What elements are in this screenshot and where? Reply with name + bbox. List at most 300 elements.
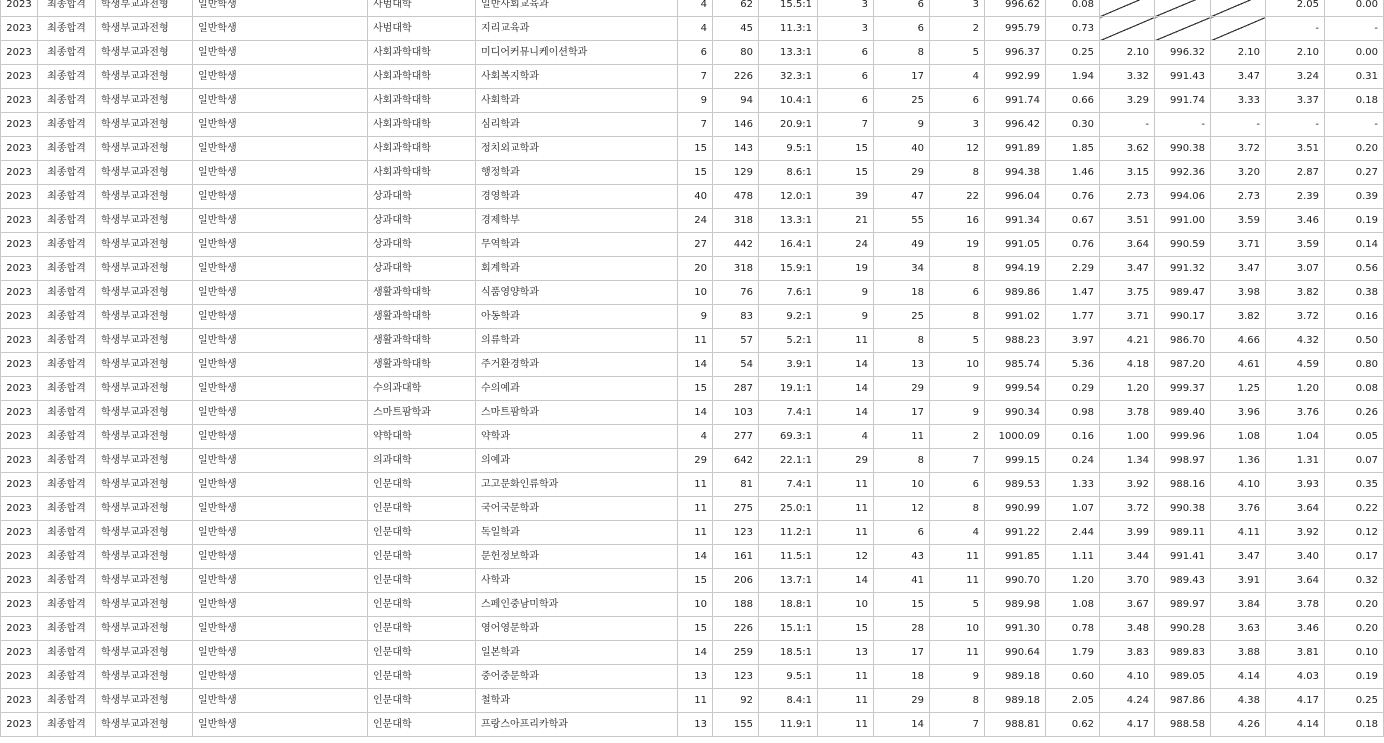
- cell-first-pass[interactable]: 39: [818, 185, 874, 209]
- cell-type[interactable]: 학생부교과전형: [96, 41, 193, 65]
- cell-std-dev[interactable]: 1.77: [1046, 305, 1100, 329]
- cell-score-std[interactable]: 0.27: [1325, 161, 1384, 185]
- cell-waitlist-last[interactable]: 11: [930, 641, 985, 665]
- cell-grade-max[interactable]: 4.14: [1266, 713, 1325, 737]
- cell-score-std[interactable]: 0.22: [1325, 497, 1384, 521]
- cell-grade-70[interactable]: 4.66: [1211, 329, 1266, 353]
- cell-grade-max[interactable]: 3.24: [1266, 65, 1325, 89]
- cell-std-dev[interactable]: 1.20: [1046, 569, 1100, 593]
- cell-applicants[interactable]: 442: [713, 233, 759, 257]
- cell-admission[interactable]: 최종합격: [38, 713, 96, 737]
- cell-ratio[interactable]: 9.2:1: [759, 305, 818, 329]
- cell-score-std[interactable]: 0.25: [1325, 689, 1384, 713]
- cell-year[interactable]: 2023: [1, 0, 38, 17]
- cell-type[interactable]: 학생부교과전형: [96, 137, 193, 161]
- cell-year[interactable]: 2023: [1, 281, 38, 305]
- cell-quota[interactable]: 9: [678, 89, 713, 113]
- cell-diagonal-slash[interactable]: [1211, 17, 1266, 41]
- cell-category[interactable]: 일반학생: [193, 89, 368, 113]
- cell-waitlist-max[interactable]: 6: [874, 521, 930, 545]
- cell-std-dev[interactable]: 0.30: [1046, 113, 1100, 137]
- cell-std-dev[interactable]: 2.05: [1046, 689, 1100, 713]
- cell-std-dev[interactable]: 1.85: [1046, 137, 1100, 161]
- cell-year[interactable]: 2023: [1, 521, 38, 545]
- cell-conv-score[interactable]: 999.96: [1155, 425, 1211, 449]
- cell-avg-score[interactable]: 990.34: [985, 401, 1046, 425]
- cell-grade-max[interactable]: -: [1266, 113, 1325, 137]
- cell-type[interactable]: 학생부교과전형: [96, 17, 193, 41]
- cell-college[interactable]: 스마트팜학과: [368, 401, 476, 425]
- cell-admission[interactable]: 최종합격: [38, 209, 96, 233]
- cell-first-pass[interactable]: 9: [818, 305, 874, 329]
- cell-conv-score[interactable]: 989.47: [1155, 281, 1211, 305]
- cell-category[interactable]: 일반학생: [193, 593, 368, 617]
- cell-college[interactable]: 인문대학: [368, 641, 476, 665]
- cell-avg-grade[interactable]: 3.99: [1100, 521, 1155, 545]
- cell-avg-score[interactable]: 994.38: [985, 161, 1046, 185]
- cell-ratio[interactable]: 18.8:1: [759, 593, 818, 617]
- cell-department[interactable]: 정치외교학과: [476, 137, 678, 161]
- cell-category[interactable]: 일반학생: [193, 521, 368, 545]
- cell-grade-70[interactable]: 3.63: [1211, 617, 1266, 641]
- cell-waitlist-max[interactable]: 8: [874, 41, 930, 65]
- cell-year[interactable]: 2023: [1, 593, 38, 617]
- cell-category[interactable]: 일반학생: [193, 209, 368, 233]
- cell-avg-grade[interactable]: 3.67: [1100, 593, 1155, 617]
- cell-std-dev[interactable]: 3.97: [1046, 329, 1100, 353]
- cell-waitlist-last[interactable]: 9: [930, 665, 985, 689]
- cell-grade-70[interactable]: 3.84: [1211, 593, 1266, 617]
- cell-ratio[interactable]: 15.1:1: [759, 617, 818, 641]
- cell-applicants[interactable]: 318: [713, 257, 759, 281]
- cell-year[interactable]: 2023: [1, 377, 38, 401]
- cell-department[interactable]: 독일학과: [476, 521, 678, 545]
- cell-admission[interactable]: 최종합격: [38, 665, 96, 689]
- cell-first-pass[interactable]: 21: [818, 209, 874, 233]
- cell-quota[interactable]: 15: [678, 377, 713, 401]
- cell-admission[interactable]: 최종합격: [38, 41, 96, 65]
- cell-year[interactable]: 2023: [1, 41, 38, 65]
- cell-grade-70[interactable]: 3.96: [1211, 401, 1266, 425]
- cell-type[interactable]: 학생부교과전형: [96, 65, 193, 89]
- cell-first-pass[interactable]: 11: [818, 665, 874, 689]
- cell-applicants[interactable]: 206: [713, 569, 759, 593]
- cell-college[interactable]: 상과대학: [368, 233, 476, 257]
- cell-conv-score[interactable]: 990.38: [1155, 497, 1211, 521]
- cell-ratio[interactable]: 22.1:1: [759, 449, 818, 473]
- cell-avg-grade[interactable]: 3.75: [1100, 281, 1155, 305]
- cell-admission[interactable]: 최종합격: [38, 17, 96, 41]
- cell-department[interactable]: 영어영문학과: [476, 617, 678, 641]
- cell-first-pass[interactable]: 11: [818, 497, 874, 521]
- cell-grade-max[interactable]: 3.78: [1266, 593, 1325, 617]
- cell-std-dev[interactable]: 0.78: [1046, 617, 1100, 641]
- cell-first-pass[interactable]: 6: [818, 65, 874, 89]
- cell-avg-grade[interactable]: 2.10: [1100, 41, 1155, 65]
- cell-grade-max[interactable]: 3.72: [1266, 305, 1325, 329]
- cell-avg-score[interactable]: 994.19: [985, 257, 1046, 281]
- cell-college[interactable]: 인문대학: [368, 521, 476, 545]
- cell-college[interactable]: 약학대학: [368, 425, 476, 449]
- cell-std-dev[interactable]: 0.76: [1046, 233, 1100, 257]
- cell-first-pass[interactable]: 14: [818, 377, 874, 401]
- cell-waitlist-last[interactable]: 8: [930, 257, 985, 281]
- cell-std-dev[interactable]: 1.11: [1046, 545, 1100, 569]
- cell-avg-score[interactable]: 988.81: [985, 713, 1046, 737]
- cell-avg-score[interactable]: 991.89: [985, 137, 1046, 161]
- cell-college[interactable]: 상과대학: [368, 209, 476, 233]
- cell-avg-score[interactable]: 999.15: [985, 449, 1046, 473]
- cell-admission[interactable]: 최종합격: [38, 161, 96, 185]
- cell-diagonal-slash[interactable]: [1100, 0, 1155, 17]
- cell-applicants[interactable]: 92: [713, 689, 759, 713]
- cell-year[interactable]: 2023: [1, 665, 38, 689]
- cell-quota[interactable]: 15: [678, 137, 713, 161]
- cell-std-dev[interactable]: 5.36: [1046, 353, 1100, 377]
- cell-grade-max[interactable]: 2.87: [1266, 161, 1325, 185]
- cell-admission[interactable]: 최종합격: [38, 401, 96, 425]
- cell-score-std[interactable]: 0.20: [1325, 617, 1384, 641]
- cell-grade-max[interactable]: 3.76: [1266, 401, 1325, 425]
- cell-waitlist-last[interactable]: 11: [930, 545, 985, 569]
- cell-conv-score[interactable]: 991.43: [1155, 65, 1211, 89]
- cell-grade-max[interactable]: 3.81: [1266, 641, 1325, 665]
- cell-quota[interactable]: 11: [678, 329, 713, 353]
- cell-waitlist-max[interactable]: 8: [874, 449, 930, 473]
- cell-conv-score[interactable]: 991.32: [1155, 257, 1211, 281]
- cell-std-dev[interactable]: 1.94: [1046, 65, 1100, 89]
- cell-department[interactable]: 무역학과: [476, 233, 678, 257]
- cell-score-std[interactable]: 0.05: [1325, 425, 1384, 449]
- cell-first-pass[interactable]: 14: [818, 401, 874, 425]
- cell-applicants[interactable]: 155: [713, 713, 759, 737]
- cell-grade-70[interactable]: 4.61: [1211, 353, 1266, 377]
- cell-department[interactable]: 아동학과: [476, 305, 678, 329]
- cell-year[interactable]: 2023: [1, 401, 38, 425]
- cell-quota[interactable]: 13: [678, 713, 713, 737]
- cell-grade-max[interactable]: 2.05: [1266, 0, 1325, 17]
- cell-category[interactable]: 일반학생: [193, 0, 368, 17]
- cell-college[interactable]: 인문대학: [368, 593, 476, 617]
- cell-std-dev[interactable]: 0.66: [1046, 89, 1100, 113]
- cell-score-std[interactable]: 0.26: [1325, 401, 1384, 425]
- cell-grade-70[interactable]: 3.59: [1211, 209, 1266, 233]
- cell-year[interactable]: 2023: [1, 113, 38, 137]
- cell-waitlist-max[interactable]: 9: [874, 113, 930, 137]
- cell-score-std[interactable]: 0.35: [1325, 473, 1384, 497]
- cell-ratio[interactable]: 5.2:1: [759, 329, 818, 353]
- cell-ratio[interactable]: 18.5:1: [759, 641, 818, 665]
- cell-admission[interactable]: 최종합격: [38, 593, 96, 617]
- cell-year[interactable]: 2023: [1, 425, 38, 449]
- cell-avg-grade[interactable]: 3.72: [1100, 497, 1155, 521]
- cell-grade-max[interactable]: 1.20: [1266, 377, 1325, 401]
- cell-department[interactable]: 주거환경학과: [476, 353, 678, 377]
- cell-department[interactable]: 회계학과: [476, 257, 678, 281]
- cell-year[interactable]: 2023: [1, 137, 38, 161]
- cell-admission[interactable]: 최종합격: [38, 689, 96, 713]
- cell-avg-score[interactable]: 996.42: [985, 113, 1046, 137]
- cell-quota[interactable]: 20: [678, 257, 713, 281]
- cell-avg-score[interactable]: 991.74: [985, 89, 1046, 113]
- cell-category[interactable]: 일반학생: [193, 65, 368, 89]
- cell-first-pass[interactable]: 15: [818, 137, 874, 161]
- cell-admission[interactable]: 최종합격: [38, 641, 96, 665]
- cell-grade-max[interactable]: 4.59: [1266, 353, 1325, 377]
- cell-waitlist-max[interactable]: 29: [874, 689, 930, 713]
- cell-std-dev[interactable]: 0.60: [1046, 665, 1100, 689]
- cell-category[interactable]: 일반학생: [193, 497, 368, 521]
- cell-ratio[interactable]: 3.9:1: [759, 353, 818, 377]
- cell-category[interactable]: 일반학생: [193, 569, 368, 593]
- cell-college[interactable]: 인문대학: [368, 617, 476, 641]
- cell-quota[interactable]: 11: [678, 689, 713, 713]
- cell-score-std[interactable]: 0.39: [1325, 185, 1384, 209]
- cell-category[interactable]: 일반학생: [193, 161, 368, 185]
- cell-category[interactable]: 일반학생: [193, 281, 368, 305]
- cell-category[interactable]: 일반학생: [193, 185, 368, 209]
- cell-department[interactable]: 사회복지학과: [476, 65, 678, 89]
- cell-waitlist-max[interactable]: 29: [874, 377, 930, 401]
- cell-avg-grade[interactable]: 3.92: [1100, 473, 1155, 497]
- cell-std-dev[interactable]: 1.46: [1046, 161, 1100, 185]
- cell-quota[interactable]: 15: [678, 569, 713, 593]
- cell-college[interactable]: 인문대학: [368, 473, 476, 497]
- cell-college[interactable]: 인문대학: [368, 545, 476, 569]
- cell-waitlist-max[interactable]: 6: [874, 17, 930, 41]
- cell-department[interactable]: 국어국문학과: [476, 497, 678, 521]
- cell-applicants[interactable]: 188: [713, 593, 759, 617]
- cell-waitlist-max[interactable]: 49: [874, 233, 930, 257]
- cell-avg-grade[interactable]: 3.78: [1100, 401, 1155, 425]
- cell-grade-max[interactable]: -: [1266, 17, 1325, 41]
- cell-department[interactable]: 약학과: [476, 425, 678, 449]
- cell-waitlist-last[interactable]: 2: [930, 425, 985, 449]
- cell-score-std[interactable]: 0.19: [1325, 209, 1384, 233]
- cell-first-pass[interactable]: 29: [818, 449, 874, 473]
- cell-first-pass[interactable]: 13: [818, 641, 874, 665]
- cell-conv-score[interactable]: 990.28: [1155, 617, 1211, 641]
- cell-applicants[interactable]: 123: [713, 665, 759, 689]
- cell-first-pass[interactable]: 14: [818, 569, 874, 593]
- cell-avg-score[interactable]: 989.18: [985, 689, 1046, 713]
- cell-admission[interactable]: 최종합격: [38, 185, 96, 209]
- cell-applicants[interactable]: 318: [713, 209, 759, 233]
- cell-score-std[interactable]: 0.10: [1325, 641, 1384, 665]
- cell-conv-score[interactable]: 996.32: [1155, 41, 1211, 65]
- cell-waitlist-max[interactable]: 12: [874, 497, 930, 521]
- cell-category[interactable]: 일반학생: [193, 545, 368, 569]
- cell-score-std[interactable]: 0.19: [1325, 665, 1384, 689]
- cell-grade-70[interactable]: 3.47: [1211, 545, 1266, 569]
- cell-type[interactable]: 학생부교과전형: [96, 377, 193, 401]
- cell-college[interactable]: 수의과대학: [368, 377, 476, 401]
- cell-admission[interactable]: 최종합격: [38, 545, 96, 569]
- cell-avg-score[interactable]: 996.62: [985, 0, 1046, 17]
- cell-waitlist-last[interactable]: 9: [930, 401, 985, 425]
- cell-ratio[interactable]: 16.4:1: [759, 233, 818, 257]
- cell-applicants[interactable]: 57: [713, 329, 759, 353]
- cell-waitlist-last[interactable]: 11: [930, 569, 985, 593]
- cell-year[interactable]: 2023: [1, 65, 38, 89]
- cell-avg-grade[interactable]: 1.00: [1100, 425, 1155, 449]
- cell-grade-70[interactable]: 2.10: [1211, 41, 1266, 65]
- cell-ratio[interactable]: 7.4:1: [759, 473, 818, 497]
- cell-waitlist-max[interactable]: 10: [874, 473, 930, 497]
- cell-waitlist-last[interactable]: 6: [930, 89, 985, 113]
- cell-std-dev[interactable]: 0.76: [1046, 185, 1100, 209]
- cell-std-dev[interactable]: 1.33: [1046, 473, 1100, 497]
- cell-grade-70[interactable]: 3.71: [1211, 233, 1266, 257]
- cell-waitlist-last[interactable]: 12: [930, 137, 985, 161]
- cell-quota[interactable]: 10: [678, 593, 713, 617]
- cell-grade-max[interactable]: 3.82: [1266, 281, 1325, 305]
- cell-std-dev[interactable]: 1.47: [1046, 281, 1100, 305]
- cell-grade-70[interactable]: 3.47: [1211, 257, 1266, 281]
- cell-waitlist-max[interactable]: 41: [874, 569, 930, 593]
- cell-department[interactable]: 프랑스아프리카학과: [476, 713, 678, 737]
- cell-conv-score[interactable]: 991.41: [1155, 545, 1211, 569]
- cell-type[interactable]: 학생부교과전형: [96, 473, 193, 497]
- cell-type[interactable]: 학생부교과전형: [96, 281, 193, 305]
- cell-conv-score[interactable]: 988.58: [1155, 713, 1211, 737]
- cell-avg-grade[interactable]: 3.44: [1100, 545, 1155, 569]
- cell-applicants[interactable]: 277: [713, 425, 759, 449]
- cell-grade-max[interactable]: 3.93: [1266, 473, 1325, 497]
- cell-category[interactable]: 일반학생: [193, 329, 368, 353]
- cell-category[interactable]: 일반학생: [193, 665, 368, 689]
- cell-department[interactable]: 지리교육과: [476, 17, 678, 41]
- cell-quota[interactable]: 14: [678, 353, 713, 377]
- cell-waitlist-last[interactable]: 2: [930, 17, 985, 41]
- cell-first-pass[interactable]: 15: [818, 161, 874, 185]
- cell-year[interactable]: 2023: [1, 545, 38, 569]
- cell-department[interactable]: 사학과: [476, 569, 678, 593]
- cell-type[interactable]: 학생부교과전형: [96, 113, 193, 137]
- cell-type[interactable]: 학생부교과전형: [96, 329, 193, 353]
- cell-department[interactable]: 심리학과: [476, 113, 678, 137]
- cell-category[interactable]: 일반학생: [193, 377, 368, 401]
- cell-applicants[interactable]: 226: [713, 617, 759, 641]
- cell-waitlist-last[interactable]: 4: [930, 521, 985, 545]
- cell-conv-score[interactable]: 991.00: [1155, 209, 1211, 233]
- cell-conv-score[interactable]: 990.38: [1155, 137, 1211, 161]
- cell-avg-grade[interactable]: 4.10: [1100, 665, 1155, 689]
- cell-waitlist-max[interactable]: 8: [874, 329, 930, 353]
- cell-avg-grade[interactable]: 1.20: [1100, 377, 1155, 401]
- cell-type[interactable]: 학생부교과전형: [96, 569, 193, 593]
- cell-type[interactable]: 학생부교과전형: [96, 257, 193, 281]
- cell-avg-grade[interactable]: 3.29: [1100, 89, 1155, 113]
- cell-diagonal-slash[interactable]: [1100, 17, 1155, 41]
- cell-college[interactable]: 상과대학: [368, 257, 476, 281]
- cell-avg-grade[interactable]: 3.64: [1100, 233, 1155, 257]
- cell-avg-score[interactable]: 989.86: [985, 281, 1046, 305]
- cell-conv-score[interactable]: 998.97: [1155, 449, 1211, 473]
- cell-applicants[interactable]: 143: [713, 137, 759, 161]
- cell-score-std[interactable]: 0.50: [1325, 329, 1384, 353]
- cell-admission[interactable]: 최종합격: [38, 329, 96, 353]
- cell-conv-score[interactable]: 991.74: [1155, 89, 1211, 113]
- cell-conv-score[interactable]: 990.17: [1155, 305, 1211, 329]
- cell-waitlist-max[interactable]: 17: [874, 641, 930, 665]
- cell-avg-grade[interactable]: 4.17: [1100, 713, 1155, 737]
- cell-type[interactable]: 학생부교과전형: [96, 89, 193, 113]
- cell-year[interactable]: 2023: [1, 449, 38, 473]
- cell-std-dev[interactable]: 0.25: [1046, 41, 1100, 65]
- cell-applicants[interactable]: 146: [713, 113, 759, 137]
- cell-college[interactable]: 의과대학: [368, 449, 476, 473]
- cell-admission[interactable]: 최종합격: [38, 449, 96, 473]
- cell-first-pass[interactable]: 11: [818, 689, 874, 713]
- cell-admission[interactable]: 최종합격: [38, 257, 96, 281]
- cell-avg-score[interactable]: 991.34: [985, 209, 1046, 233]
- cell-admission[interactable]: 최종합격: [38, 89, 96, 113]
- cell-ratio[interactable]: 12.0:1: [759, 185, 818, 209]
- cell-year[interactable]: 2023: [1, 89, 38, 113]
- cell-department[interactable]: 의류학과: [476, 329, 678, 353]
- cell-ratio[interactable]: 25.0:1: [759, 497, 818, 521]
- cell-grade-max[interactable]: 3.64: [1266, 497, 1325, 521]
- cell-college[interactable]: 인문대학: [368, 569, 476, 593]
- cell-type[interactable]: 학생부교과전형: [96, 401, 193, 425]
- cell-first-pass[interactable]: 4: [818, 425, 874, 449]
- cell-department[interactable]: 고고문화인류학과: [476, 473, 678, 497]
- cell-score-std[interactable]: 0.56: [1325, 257, 1384, 281]
- cell-waitlist-max[interactable]: 15: [874, 593, 930, 617]
- cell-grade-max[interactable]: 3.40: [1266, 545, 1325, 569]
- cell-waitlist-max[interactable]: 11: [874, 425, 930, 449]
- cell-applicants[interactable]: 123: [713, 521, 759, 545]
- cell-type[interactable]: 학생부교과전형: [96, 641, 193, 665]
- cell-avg-score[interactable]: 991.05: [985, 233, 1046, 257]
- cell-grade-70[interactable]: 4.11: [1211, 521, 1266, 545]
- cell-conv-score[interactable]: 994.06: [1155, 185, 1211, 209]
- cell-admission[interactable]: 최종합격: [38, 617, 96, 641]
- cell-score-std[interactable]: 0.32: [1325, 569, 1384, 593]
- cell-quota[interactable]: 14: [678, 545, 713, 569]
- cell-applicants[interactable]: 129: [713, 161, 759, 185]
- cell-score-std[interactable]: 0.20: [1325, 137, 1384, 161]
- cell-quota[interactable]: 4: [678, 0, 713, 17]
- cell-waitlist-last[interactable]: 16: [930, 209, 985, 233]
- cell-first-pass[interactable]: 6: [818, 89, 874, 113]
- cell-ratio[interactable]: 8.4:1: [759, 689, 818, 713]
- cell-type[interactable]: 학생부교과전형: [96, 0, 193, 17]
- cell-score-std[interactable]: -: [1325, 17, 1384, 41]
- cell-avg-grade[interactable]: 4.21: [1100, 329, 1155, 353]
- cell-ratio[interactable]: 7.6:1: [759, 281, 818, 305]
- cell-std-dev[interactable]: 1.08: [1046, 593, 1100, 617]
- cell-avg-score[interactable]: 1000.09: [985, 425, 1046, 449]
- cell-grade-70[interactable]: 3.91: [1211, 569, 1266, 593]
- cell-quota[interactable]: 6: [678, 41, 713, 65]
- cell-grade-max[interactable]: 4.03: [1266, 665, 1325, 689]
- cell-grade-max[interactable]: 3.59: [1266, 233, 1325, 257]
- cell-waitlist-last[interactable]: 5: [930, 593, 985, 617]
- cell-year[interactable]: 2023: [1, 713, 38, 737]
- cell-college[interactable]: 인문대학: [368, 497, 476, 521]
- cell-department[interactable]: 의예과: [476, 449, 678, 473]
- cell-first-pass[interactable]: 11: [818, 329, 874, 353]
- cell-waitlist-last[interactable]: 5: [930, 41, 985, 65]
- cell-type[interactable]: 학생부교과전형: [96, 497, 193, 521]
- cell-department[interactable]: 경영학과: [476, 185, 678, 209]
- cell-quota[interactable]: 7: [678, 65, 713, 89]
- cell-grade-max[interactable]: 3.37: [1266, 89, 1325, 113]
- cell-waitlist-max[interactable]: 25: [874, 89, 930, 113]
- cell-conv-score[interactable]: 989.43: [1155, 569, 1211, 593]
